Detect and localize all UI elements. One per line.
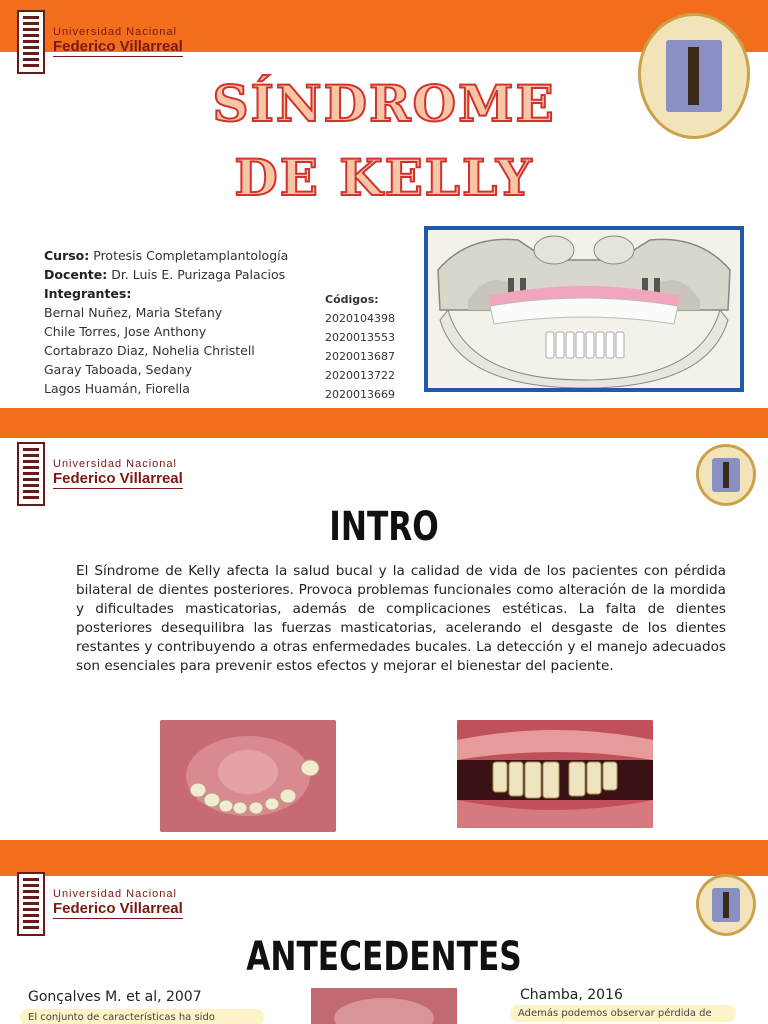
antecedentes-photo bbox=[311, 988, 457, 1024]
antecedentes-heading: ANTECEDENTES bbox=[246, 934, 522, 980]
university-crest-icon bbox=[17, 872, 45, 936]
implant-prosthesis-illustration bbox=[424, 226, 744, 392]
logo-line-2: Federico Villarreal bbox=[53, 899, 183, 917]
member-name: Lagos Huamán, Fiorella bbox=[44, 381, 190, 396]
curso-label: Curso: bbox=[44, 248, 90, 263]
student-code: 2020013553 bbox=[325, 331, 395, 344]
curso-value: Protesis Completamplantología bbox=[93, 248, 289, 263]
left-author: Gonçalves M. et al, 2007 bbox=[28, 989, 202, 1005]
university-logo bbox=[17, 10, 183, 74]
codigos-label: Códigos: bbox=[325, 293, 379, 306]
university-logo bbox=[17, 442, 183, 506]
intro-paragraph: El Síndrome de Kelly afecta la salud bucal y la calidad de vida de los pacientes con pérdida bilateral de dientes posteriores. Provoca problemas funcionales como alteración de la mordida y dificultades masticatorias, además de complicaciones estéticas. La falta de dientes posteriores desequilibra las fuerzas masticatorias, acelerando el desgaste de los dientes restantes y contribuyendo a otras enfermedades bucales. La detección y el manejo adecuados son esenciales para prevenir estos efectos y mejorar el bienestar del paciente. bbox=[76, 563, 726, 674]
left-note: El conjunto de características ha sido bbox=[20, 1009, 264, 1024]
student-code: 2020104398 bbox=[325, 312, 395, 325]
jaw-illustration-icon bbox=[428, 230, 740, 388]
member-name: Cortabrazo Diaz, Nohelia Christell bbox=[44, 343, 255, 358]
member-name: Bernal Nuñez, Maria Stefany bbox=[44, 305, 223, 320]
faculty-seal-icon bbox=[696, 874, 756, 936]
university-crest-icon bbox=[17, 10, 45, 74]
faculty-seal-icon bbox=[696, 444, 756, 506]
university-crest-icon bbox=[17, 442, 45, 506]
logo-line-2: Federico Villarreal bbox=[53, 469, 183, 487]
frontal-teeth-photo bbox=[457, 720, 653, 828]
student-code: 2020013687 bbox=[325, 350, 395, 363]
logo-line-1: Universidad Nacional bbox=[53, 458, 177, 471]
docente-value: Dr. Luis E. Purizaga Palacios bbox=[111, 267, 286, 282]
member-name: Chile Torres, Jose Anthony bbox=[44, 324, 207, 339]
student-code: 2020013669 bbox=[325, 388, 395, 401]
slide-title-line-2: DE KELLY bbox=[234, 148, 534, 207]
logo-line-2: Federico Villarreal bbox=[53, 37, 183, 55]
student-code: 2020013722 bbox=[325, 369, 395, 382]
logo-line-1: Universidad Nacional bbox=[53, 26, 177, 39]
university-logo bbox=[17, 872, 183, 936]
right-author: Chamba, 2016 bbox=[520, 987, 623, 1003]
slide-title-line-1: SÍNDROME bbox=[212, 74, 556, 133]
member-name: Garay Taboada, Sedany bbox=[44, 362, 193, 377]
docente-label: Docente: bbox=[44, 267, 108, 282]
course-info bbox=[44, 246, 334, 398]
slide-3-orange-band bbox=[0, 840, 768, 876]
right-note: Además podemos observar pérdida de bbox=[510, 1005, 736, 1022]
integrantes-label: Integrantes: bbox=[44, 286, 132, 301]
intro-heading: INTRO bbox=[329, 504, 439, 550]
logo-line-1: Universidad Nacional bbox=[53, 888, 177, 901]
lower-arch-photo bbox=[160, 720, 336, 832]
codes-list bbox=[325, 290, 395, 404]
